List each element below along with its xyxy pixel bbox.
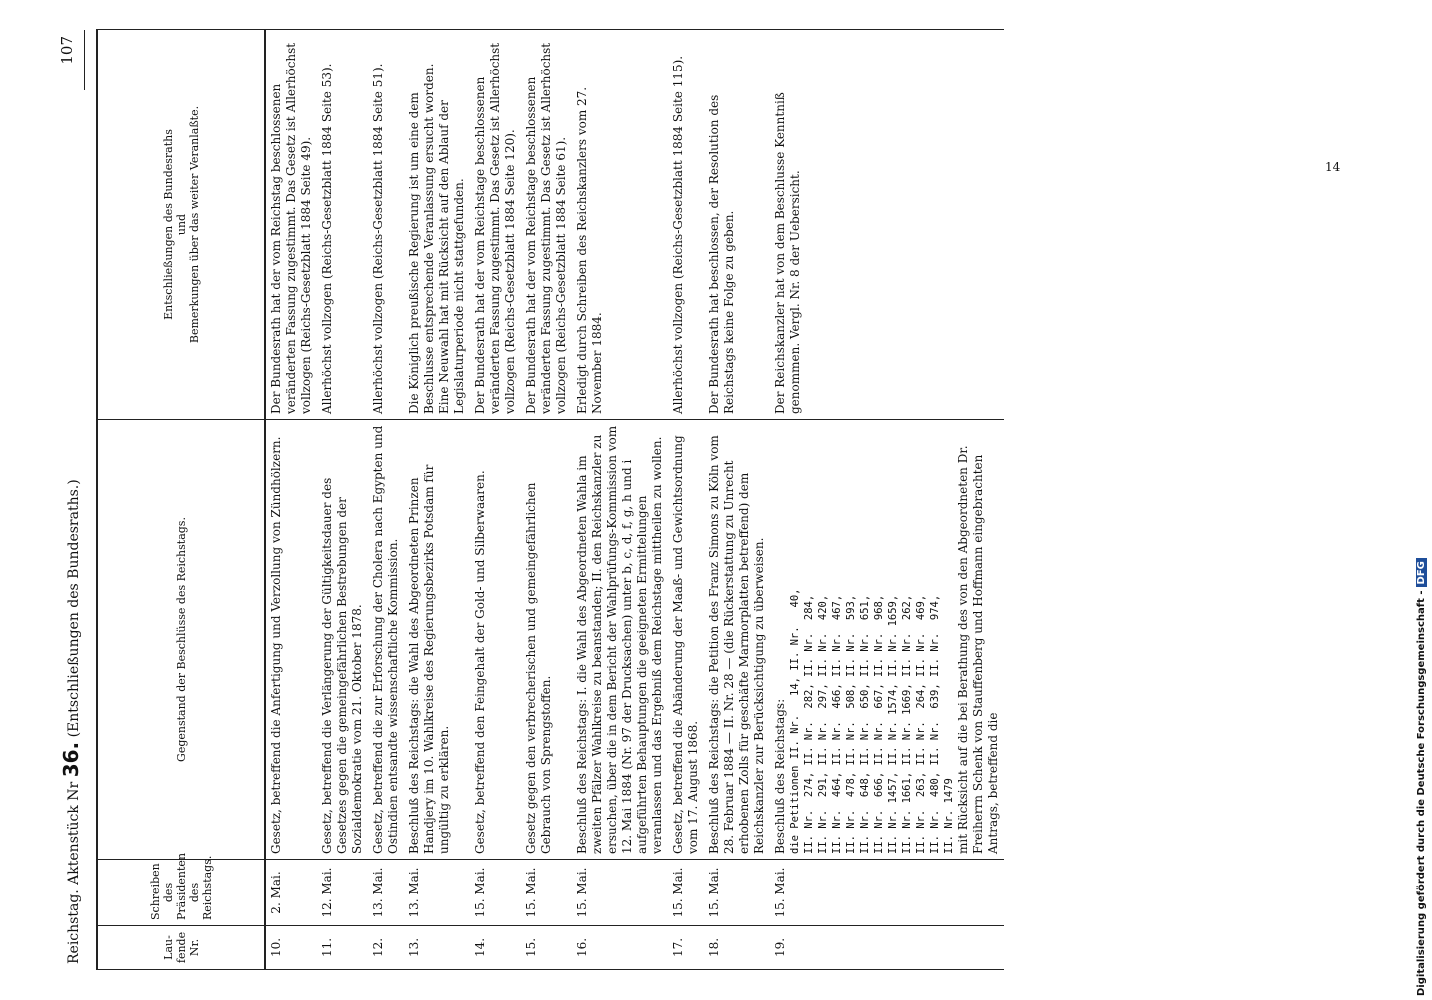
row-date: 15. Mai. — [770, 860, 1004, 926]
row-number: 12. — [368, 926, 404, 970]
table-row — [668, 30, 704, 970]
row-subject-intro: Beschluß des Reichstags: — [773, 698, 787, 854]
row-number: 15. — [521, 926, 572, 970]
table-row — [265, 30, 317, 970]
row-date: 15. Mai. — [521, 860, 572, 926]
col-header-date: Schreiben des Präsidenten des Reichstags. — [97, 860, 265, 926]
row-decision: Der Reichskanzler hat von dem Beschlusse Kenntniß genommen. Vergl. Nr. 8 der Uebersicht. — [770, 30, 1004, 420]
dfg-logo: DFG — [1416, 558, 1427, 587]
col-header-nr: Lau- fende Nr. — [97, 926, 265, 970]
row-date: 2. Mai. — [265, 860, 317, 926]
digitization-credit: Digitalisierung gefördert durch die Deutsche Forschungsgemeinschaft -DFG — [1416, 558, 1427, 996]
table-row — [404, 30, 470, 970]
row-subject: Gesetz, betreffend die Abänderung der Maaß- und Gewichtsordnung vom 17. August 1868. — [668, 420, 704, 860]
row-subject — [770, 420, 1004, 860]
row-subject: Gesetz gegen den verbrecherischen und gemeingefährlichen Gebrauch von Sprengstoffen. — [521, 420, 572, 860]
row-decision: Erledigt durch Schreiben des Reichskanzlers vom 27. November 1884. — [572, 30, 668, 420]
row-date: 13. Mai. — [404, 860, 470, 926]
row-date: 12. Mai. — [317, 860, 368, 926]
running-header — [50, 30, 96, 970]
row-decision: Allerhöchst vollzogen (Reichs-Gesetzblatt 1884 Seite 51). — [368, 30, 404, 420]
table-row — [368, 30, 404, 970]
row-decision: Der Bundesrath hat der vom Reichstag beschlossenen veränderten Fassung zugestimmt. Das Gesetz ist Allerhöchst vollzogen (Reichs-Gesetzblatt 1884 Seite 49). — [265, 30, 317, 420]
table-row — [317, 30, 368, 970]
page-number: 107 — [58, 36, 76, 65]
row-date: 13. Mai. — [368, 860, 404, 926]
table-row — [521, 30, 572, 970]
row-number: 17. — [668, 926, 704, 970]
row-subject: Beschluß des Reichstags: die Petition des Franz Simons zu Köln vom 28. Februar 1884 — II. Nr. 28 — (die Rückerstattung zu Unrecht erhobenen Zolls für geschäfte Marmorplatten betreffend) dem Reichskanzler zur Berücksichtigung zu überweisen. — [704, 420, 770, 860]
row-subject: Gesetz, betreffend die zur Erforschung der Cholera nach Egypten und Ostindien entsandte wissenschaftliche Kommission. — [368, 420, 404, 860]
row-subject: Beschluß des Reichstags: I. die Wahl des Abgeordneten Wahla im zweiten Pfälzer Wahlkreise zu beanstanden; II. den Reichskanzler zu ersuchen, über die in dem Bericht der Wahlprüfungs-Kommission vom 12. Mai 1884 (Nr. 97 der Drucksachen) unter b, c, d, f, g, h und i aufgeführten Behauptungen die geeigneten Ermittelungen veranlassen und das Ergebniß dem Reichstage mittheilen zu wollen. — [572, 420, 668, 860]
row-decision: Allerhöchst vollzogen (Reichs-Gesetzblatt 1884 Seite 115). — [668, 30, 704, 420]
row-decision: Der Bundesrath hat der vom Reichstage beschlossenen veränderten Fassung zugestimmt. Das Gesetz ist Allerhöchst vollzogen (Reichs-Gesetzblatt 1884 Seite 61). — [521, 30, 572, 420]
row-number: 18. — [704, 926, 770, 970]
row-number: 10. — [265, 926, 317, 970]
row-subject: Gesetz, betreffend den Feingehalt der Gold- und Silberwaaren. — [470, 420, 521, 860]
document-number: 36. — [59, 741, 83, 778]
table-header-row — [97, 30, 265, 970]
rotated-sheet — [50, 30, 1390, 970]
running-title: Reichstag. Aktenstück Nr 36. (Entschließungen des Bundesraths.) — [59, 479, 83, 964]
table-row — [470, 30, 521, 970]
row-number: 11. — [317, 926, 368, 970]
row-subject: Gesetz, betreffend die Anfertigung und Verzollung von Zündhölzern. — [265, 420, 317, 860]
row-number: 19. — [770, 926, 1004, 970]
table-row — [572, 30, 668, 970]
table-row — [704, 30, 770, 970]
page-number-rule — [84, 30, 85, 90]
row-number: 13. — [404, 926, 470, 970]
row-number: 14. — [470, 926, 521, 970]
row-date: 15. Mai. — [572, 860, 668, 926]
row-subject-tail: mit Rücksicht auf die bei Berathung des von den Abgeordneten Dr. Freiherrn Schenk von Stauffenberg und Hoffmann eingebrachten Antrags, betreffend die — [956, 445, 1000, 854]
resolutions-table — [96, 29, 1004, 970]
signature-mark: 14 — [1325, 160, 1341, 174]
table-row — [770, 30, 1004, 970]
row-decision: Allerhöchst vollzogen (Reichs-Gesetzblatt 1884 Seite 53). — [317, 30, 368, 420]
col-header-decision: Entschließungen des Bundesraths und Bemerkungen über das weiter Veranlaßte. — [97, 30, 265, 420]
row-decision: Der Bundesrath hat der vom Reichstage beschlossenen veränderten Fassung zugestimmt. Das Gesetz ist Allerhöchst vollzogen (Reichs-Gesetzblatt 1884 Seite 120). — [470, 30, 521, 420]
row-decision: Die Königlich preußische Regierung ist um eine dem Beschlusse entsprechende Veranlassung ersucht worden. Eine Neuwahl hat mit Rücksicht auf den Ablauf der Legislaturperiode nicht stattgefunden. — [404, 30, 470, 420]
row-date: 15. Mai. — [668, 860, 704, 926]
row-subject: Beschluß des Reichstags: die Wahl des Abgeordneten Prinzen Handjery im 10. Wahlkreise des Regierungsbezirks Potsdam für ungültig zu erklären. — [404, 420, 470, 860]
row-number: 16. — [572, 926, 668, 970]
petition-list: die Petitionen II. Nr. 14, II. Nr. 40, II. Nr. 274, II. Nr. 282, II. Nr. 284, II. Nr. 291, II. Nr. 297, II. Nr. 420, II. Nr. 464, II. Nr. 466, II. Nr. 467, II. Nr. 478, II. Nr. 508, II. Nr. 593, II. Nr. 648, II. Nr. 650, II. Nr. 651, II. Nr. 666, II. Nr. 667, II. Nr. 968, II. Nr. 1457, II. Nr. 1574, II. Nr. 1659, II. Nr. 1661, II. Nr. 1669, II. Nr. 262, II. Nr. 263, II. Nr. 264, II. Nr. 469, II. Nr. 480, II. Nr. 639, II. Nr. 974, II. Nr. 1479 — [789, 588, 955, 854]
row-date: 15. Mai. — [470, 860, 521, 926]
row-date: 15. Mai. — [704, 860, 770, 926]
row-decision: Der Bundesrath hat beschlossen, der Resolution des Reichstags keine Folge zu geben. — [704, 30, 770, 420]
col-header-subject: Gegenstand der Beschlüsse des Reichstags. — [97, 420, 265, 860]
row-subject: Gesetz, betreffend die Verlängerung der Gültigkeitsdauer des Gesetzes gegen die gemeingefährlichen Bestrebungen der Sozialdemokratie vom 21. Oktober 1878. — [317, 420, 368, 860]
